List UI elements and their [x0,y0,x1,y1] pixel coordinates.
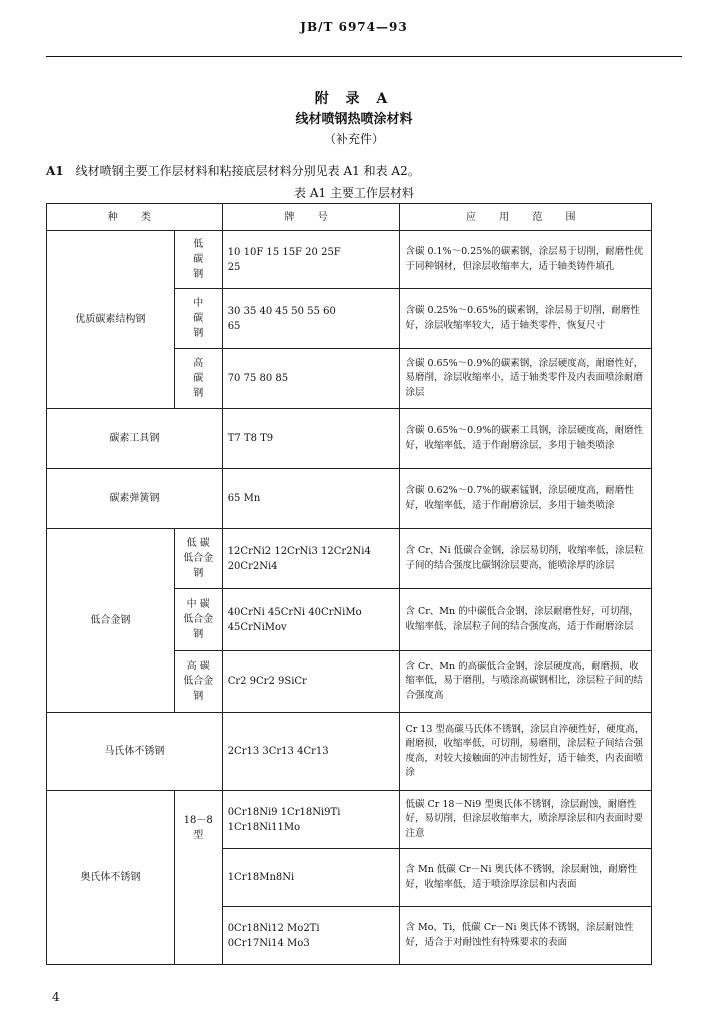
paragraph-a1 [46,162,420,179]
grade-cell: 70 75 80 85 [222,349,400,409]
table-row [47,409,652,469]
category-name: 优质碳素结构钢 [47,231,175,409]
page-number: 4 [52,990,60,1004]
table-header-row [47,204,652,231]
application-cell: 含 Mn 低碳 Cr－Ni 奥氏体不锈钢，涂层耐蚀，耐磨性好，收缩率低，适于喷涂厚涂层和内表面 [400,849,652,907]
standard-number-header: JB/T 6974—93 [300,20,408,34]
table-caption: 表 A1 主要工作层材料 [294,186,414,200]
header-application: 应 用 范 围 [400,204,652,231]
category-name: 碳素弹簧钢 [47,469,223,529]
application-cell: 含 Cr、Ni 低碳合金钢，涂层易切削，收缩率低，涂层粒子间的结合强度比碳钢涂层要高，能喷涂厚的涂层 [400,529,652,589]
header-kind: 种 类 [47,204,223,231]
category-name: 碳素工具钢 [47,409,223,469]
grade-cell: 65 Mn [222,469,400,529]
table-row [47,791,652,849]
subcategory: 低 碳 低合金钢 [174,529,222,589]
subcategory: 低 碳 钢 [174,231,222,289]
appendix-subtitle: 线材喷钢热喷涂材料 [295,112,413,127]
table-row [47,529,652,589]
table-row [47,469,652,529]
application-cell: 含碳 0.65%～0.9%的碳素钢，涂层硬度高，耐磨性好，易磨削，涂层收缩率小，适于轴类零件及内表面喷涂耐磨涂层 [400,349,652,409]
application-cell: 含 Cr、Mn 的中碳低合金钢，涂层耐磨性好，可切削，收缩率低，涂层粒子间的结合强度高，适于作耐磨涂层 [400,589,652,651]
grade-cell: 40CrNi 45CrNi 40CrNiMo 45CrNiMov [222,589,400,651]
grade-cell: 10 10F 15 15F 20 25F 25 [222,231,400,289]
subcategory: 高 碳 钢 [174,349,222,409]
table-row [47,231,652,289]
subcategory: 18－8 型 [174,791,222,965]
grade-cell: 30 35 40 45 50 55 60 65 [222,289,400,349]
grade-cell: Cr2 9Cr2 9SiCr [222,651,400,713]
application-cell: 含碳 0.65%～0.9%的碳素工具钢，涂层硬度高，耐磨性好，收缩率低，适于作耐磨涂层，多用于轴类喷涂 [400,409,652,469]
paragraph-text: 线材喷钢主要工作层材料和粘接底层材料分别见表 A1 和表 A2。 [75,164,420,178]
grade-cell: T7 T8 T9 [222,409,400,469]
appendix-note: （补充件） [323,132,384,146]
application-cell: 低碳 Cr 18－Ni9 型奥氏体不锈钢，涂层耐蚀，耐磨性好，易切削，但涂层收缩率大，喷涂厚涂层和内表面时要注意 [400,791,652,849]
category-name: 低合金钢 [47,529,175,713]
table-row [47,713,652,791]
category-name: 奥氏体不锈钢 [47,791,175,965]
subcategory: 高 碳 低合金钢 [174,651,222,713]
grade-cell: 1Cr18Mn8Ni [222,849,400,907]
paragraph-number: A1 [46,164,64,178]
application-cell: 含 Cr、Mn 的高碳低合金钢，涂层硬度高，耐磨损，收缩率低，易于磨削，与喷涂高碳钢相比，涂层粒子间的结合强度高 [400,651,652,713]
materials-table [46,203,652,965]
category-name: 马氏体不锈钢 [47,713,223,791]
appendix-title: 附 录 A [314,91,394,107]
application-cell: 含碳 0.62%～0.7%的碳素锰钢，涂层硬度高，耐磨性好，收缩率低，适于作耐磨涂层，多用于轴类喷涂 [400,469,652,529]
application-cell: 含碳 0.1%～0.25%的碳素钢，涂层易于切削，耐磨性优于同种钢材，但涂层收缩率大，适于轴类铸件填孔 [400,231,652,289]
application-cell: Cr 13 型高碳马氏体不锈钢，涂层自淬硬性好，硬度高，耐磨损，收缩率低，可切削，易磨削，涂层粒子间结合强度高，对较大接触面的冲击韧性好，适于轴类，内表面喷涂 [400,713,652,791]
grade-cell: 2Cr13 3Cr13 4Cr13 [222,713,400,791]
grade-cell: 12CrNi2 12CrNi3 12Cr2Ni4 20Cr2Ni4 [222,529,400,589]
grade-cell: 0Cr18Ni12 Mo2Ti 0Cr17Ni14 Mo3 [222,907,400,965]
subcategory: 中 碳 低合金钢 [174,589,222,651]
application-cell: 含 Mo、Ti，低碳 Cr－Ni 奥氏体不锈钢，涂层耐蚀性好，适合于对耐蚀性有特殊要求的表面 [400,907,652,965]
application-cell: 含碳 0.25%～0.65%的碳素钢，涂层易于切削，耐磨性好，涂层收缩率较大，适于轴类零件，恢复尺寸 [400,289,652,349]
header-rule [46,56,682,57]
header-grade: 牌 号 [222,204,400,231]
grade-cell: 0Cr18Ni9 1Cr18Ni9Ti 1Cr18Ni11Mo [222,791,400,849]
subcategory: 中 碳 钢 [174,289,222,349]
